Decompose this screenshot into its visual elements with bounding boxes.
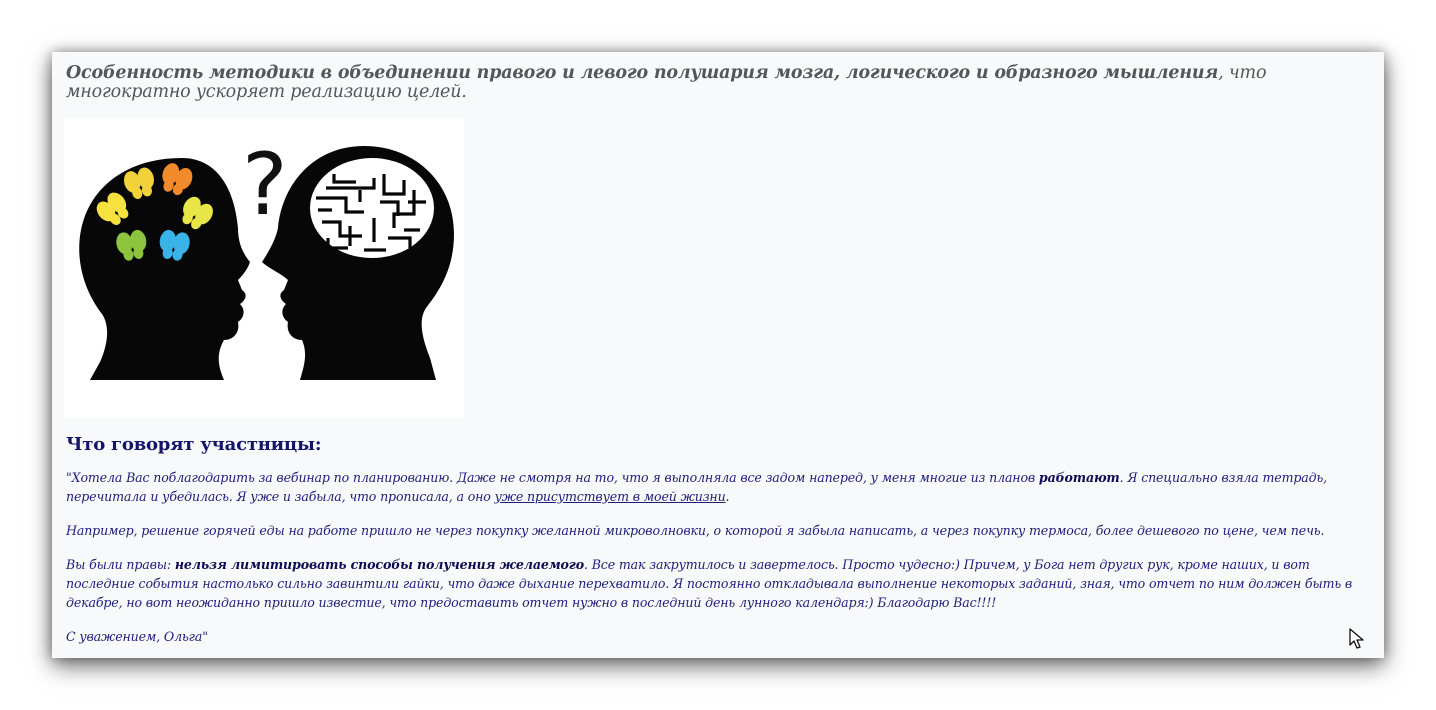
content-card xyxy=(52,52,1384,658)
mouse-cursor-icon xyxy=(1349,628,1365,650)
intro-bold: Особенность методики в объединении правого и левого полушария мозга, логического и образного мышления xyxy=(66,63,1219,83)
brain-illustration xyxy=(64,118,464,418)
testimonial-link[interactable]: уже присутствует в моей жизни xyxy=(494,489,726,504)
testimonial-text: "Хотела Вас поблагодарить за вебинар по планированию. Даже не смотря на то, что я выполняла все задом наперед, у меня многие из планов xyxy=(66,470,1039,485)
testimonial-quote xyxy=(66,468,1370,646)
testimonial-text: Вы были правы: xyxy=(66,557,175,572)
maze-brain-icon xyxy=(310,158,434,258)
testimonial-paragraph-1 xyxy=(66,468,1370,506)
testimonial-emphasis: работают xyxy=(1038,470,1120,485)
testimonial-paragraph-2: Например, решение горячей еды на работе пришло не через покупку желанной микроволновки, о которой я забыла написать, а через покупку термоса, более дешевого по цене, чем печь. xyxy=(66,523,1325,538)
two-heads-icon xyxy=(64,118,464,418)
left-head-silhouette xyxy=(79,158,250,380)
testimonial-signature: С уважением, Ольга" xyxy=(66,629,208,644)
testimonials-heading: Что говорят участницы: xyxy=(66,434,322,455)
question-mark-icon: ? xyxy=(242,135,288,235)
intro-text xyxy=(66,64,1370,102)
testimonial-text: . Я специально взяла тетрадь, перечитала и убедилась. Я уже и забыла, что прописала, а оно xyxy=(66,470,1328,504)
intro-rest: , что многократно ускоряет реализацию целей. xyxy=(66,63,1267,102)
testimonial-paragraph-3 xyxy=(66,555,1370,612)
testimonial-text: . Все так закрутилось и завертелось. Просто чудесно:) Причем, у Бога нет других рук, кроме наших, и вот последние события настолько сильно завинтили гайки, что даже дыхание перехватило. Я постоянно откладывала выполнение некоторых заданий, зная, что отчет по ним должен быть в декабре, но вот неожиданно пришло известие, что предоставить отчет нужно в последний день лунного календаря:) Благодарю Вас!!!! xyxy=(66,557,1353,610)
testimonial-emphasis: нельзя лимитировать способы получения желаемого xyxy=(174,557,584,572)
testimonial-text: . xyxy=(725,489,730,504)
